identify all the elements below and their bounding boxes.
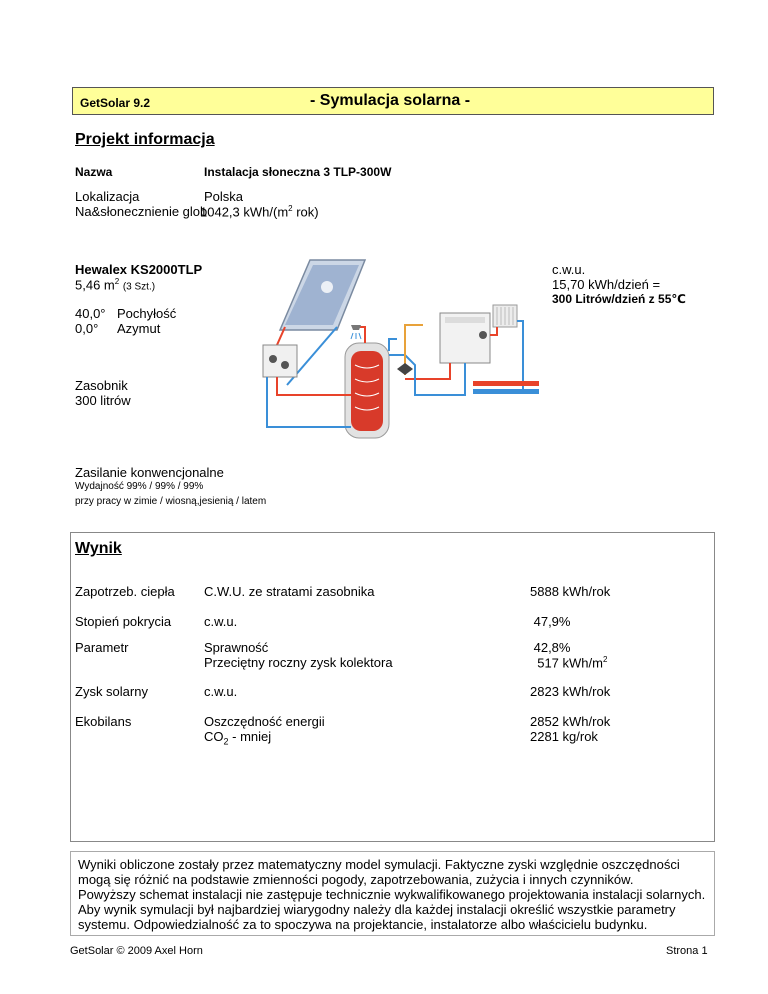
conventional-efficiency: Wydajność 99% / 99% / 99% (75, 481, 204, 492)
footer-page-number: Strona 1 (666, 945, 708, 957)
location-value: Polska (204, 189, 244, 204)
azimuth-label: Azymut (117, 321, 161, 336)
demand-volume: 300 Litrów/dzień z 55℃ (552, 292, 686, 306)
installation-schematic (255, 255, 555, 450)
result-label: Zapotrzeb. ciepła (75, 584, 175, 599)
result-value: 2823 kWh/rok (530, 684, 611, 699)
app-name: GetSolar 9.2 (80, 96, 151, 110)
result-desc-secondary: $CO_2$ - mniej (204, 729, 272, 747)
location-label: Lokalizacja (75, 189, 140, 204)
result-value: 2852 kWh/rok (530, 714, 611, 729)
underfloor-heating-icon (473, 381, 539, 394)
disclaimer-line: Powyższy schemat instalacji nie zastępuje technicznie wykwalifikowanego projektowania instalacji solarnych. (78, 887, 706, 902)
result-desc: Oszczędność energii (204, 714, 325, 729)
azimuth-value: 0,0° (75, 321, 99, 336)
disclaimer-line: Wyniki obliczone zostały przez matematyczny model symulacji. Faktyczne zyski względnie oszczędności (78, 857, 680, 872)
demand-energy: 15,70 kWh/dzień = (552, 277, 661, 292)
result-value: 5888 kWh/rok (530, 584, 611, 599)
result-desc: C.W.U. ze stratami zasobnika (204, 584, 375, 599)
disclaimer-line: Aby wynik symulacji był najbardziej wiarygodny należy dla każdej instalacji określić wszystkie parametry (78, 902, 676, 917)
result-desc: c.w.u. (204, 684, 238, 699)
result-value-secondary: 2281 kg/rok (530, 729, 598, 744)
storage-label: Zasobnik (75, 378, 128, 393)
result-value: 47,9% (530, 614, 571, 629)
name-value: Instalacja słoneczna 3 TLP-300W (204, 165, 392, 179)
radiator-icon (493, 305, 517, 327)
result-label: Zysk solarny (75, 684, 148, 699)
storage-volume: 300 litrów (75, 393, 131, 408)
result-desc: c.w.u. (204, 614, 238, 629)
name-label: Nazwa (75, 165, 113, 179)
collector-model: Hewalex KS2000TLP (75, 262, 203, 277)
document-title: - Symulacja solarna - (310, 92, 471, 109)
results-section-title: Wynik (75, 540, 122, 557)
result-desc: Sprawność (204, 640, 269, 655)
pump-station-icon (263, 345, 297, 377)
result-label: Parametr (75, 640, 129, 655)
storage-tank-icon (345, 343, 389, 438)
disclaimer-line: mogą się różnić na podstawie zmienności pogody, zapotrzebowania, zużycia i innych czynników. (78, 872, 634, 887)
conventional-seasons: przy pracy w zimie / wiosną,jesienią / latem (75, 496, 267, 507)
disclaimer-line: systemu. Odpowiedzialność za to spoczywa na projektancie, instalatorze albo właścicielu budynku. (78, 917, 648, 932)
header-bar (72, 87, 714, 115)
conventional-title: Zasilanie konwencjonalne (75, 465, 224, 480)
mixing-valve-icon (397, 363, 413, 375)
disclaimer-box (70, 851, 715, 936)
result-label: Ekobilans (75, 714, 132, 729)
insolation-value: 1042,3 kWh/($m^2$ rok) (200, 204, 319, 220)
result-label: Stopień pokrycia (75, 614, 172, 629)
tilt-label: Pochyłość (117, 306, 177, 321)
insolation-label: Na&słonecznienie glob (75, 204, 208, 219)
result-value-secondary: 517 kWh/$m^2$ (530, 655, 608, 671)
shower-icon (351, 325, 365, 343)
result-value: 42,8% (530, 640, 571, 655)
solar-collector-icon (280, 260, 365, 330)
demand-type: c.w.u. (552, 262, 586, 277)
result-desc-secondary: Przeciętny roczny zysk kolektora (204, 655, 393, 670)
results-box (70, 532, 715, 842)
project-section-title: Projekt informacja (75, 131, 215, 148)
footer-copyright: GetSolar © 2009 Axel Horn (70, 945, 203, 957)
collector-area: 5,46 $m^2$ (3 Szt.) (75, 277, 156, 293)
tilt-value: 40,0° (75, 306, 106, 321)
